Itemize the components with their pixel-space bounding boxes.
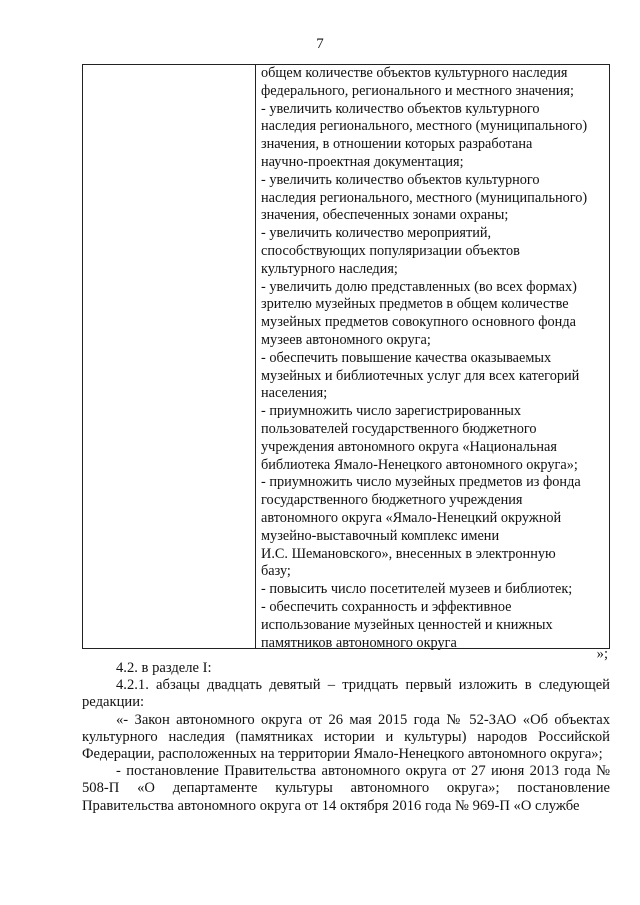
page-number: 7 <box>316 36 324 52</box>
table-cell-line: способствующих популяризации объектов <box>261 242 520 259</box>
table-cell-line: И.С. Шемановского», внесенных в электронную <box>261 545 556 562</box>
table-cell-line: наследия регионального, местного (муниципального) <box>261 189 588 206</box>
paragraph-amendment: 4.2.1. абзацы двадцать девятый – тридцать первый изложить в следующей редакции: <box>82 677 610 711</box>
body-text <box>82 660 610 815</box>
table-cell-line: зрителю музейных предметов в общем количестве <box>261 296 569 313</box>
table-cell-line: наследия регионального, местного (муниципального) <box>261 118 588 135</box>
table-cell-line: - повысить число посетителей музеев и библиотек; <box>261 581 573 598</box>
table-cell-line: - увеличить количество объектов культурного <box>261 171 540 188</box>
closing-quote: »; <box>596 646 608 662</box>
table-cell-line: музейно-выставочный комплекс имени <box>261 527 500 544</box>
table-cell-line: библиотека Ямало-Ненецкого автономного округа»; <box>261 456 578 473</box>
table-right-cell <box>261 65 611 652</box>
paragraph-section-heading: 4.2. в разделе I: <box>116 660 212 676</box>
table-cell-line: автономного округа «Ямало-Ненецкий окружной <box>261 509 562 526</box>
table-cell-line: значения, в отношении которых разработана <box>261 136 533 153</box>
paragraph-law-reference: «- Закон автономного округа от 26 мая 2015 года № 52-ЗАО «Об объектах культурного наследия (памятниках истории и культуры) народов Российской Федерации, расположенных на территории Ямало-Ненецкого автономного округа»; <box>82 711 610 763</box>
table-cell-line: памятников автономного округа <box>261 634 457 651</box>
table-cell-line: государственного бюджетного учреждения <box>261 492 523 509</box>
table-cell-line: базу; <box>261 563 291 580</box>
content-table <box>82 64 610 649</box>
table-cell-line: - приумножить число зарегистрированных <box>261 403 521 420</box>
table-cell-line: музейных и библиотечных услуг для всех категорий <box>261 367 580 384</box>
table-cell-line: культурного наследия; <box>261 260 398 277</box>
table-column-divider <box>255 65 256 648</box>
table-cell-line: значения, обеспеченных зонами охраны; <box>261 207 509 224</box>
table-cell-line: федерального, регионального и местного значения; <box>261 82 574 99</box>
table-cell-line: - увеличить количество мероприятий, <box>261 225 492 242</box>
table-cell-line: общем количестве объектов культурного наследия <box>261 65 568 81</box>
table-cell-line: научно-проектная документация; <box>261 153 464 170</box>
table-cell-line: музейных предметов совокупного основного фонда <box>261 314 576 331</box>
table-cell-line: - увеличить долю представленных (во всех формах) <box>261 278 577 295</box>
table-cell-line: музеев автономного округа; <box>261 331 431 348</box>
table-cell-line: учреждения автономного округа «Национальная <box>261 438 557 455</box>
table-cell-line: пользователей государственного бюджетного <box>261 420 537 437</box>
paragraph-resolution-reference: - постановление Правительства автономного округа от 27 июня 2013 года № 508-П «О департаменте культуры автономного округа»; постановление Правительства автономного округа от 14 октября 2016 года № 969-П «О службе <box>82 763 610 814</box>
table-cell-line: - увеличить количество объектов культурного <box>261 100 540 117</box>
table-cell-line: использование музейных ценностей и книжных <box>261 616 553 633</box>
table-cell-line: населения; <box>261 385 328 402</box>
table-cell-line: - приумножить число музейных предметов из фонда <box>261 474 581 491</box>
table-cell-line: - обеспечить повышение качества оказываемых <box>261 349 552 366</box>
table-cell-line: - обеспечить сохранность и эффективное <box>261 598 512 615</box>
